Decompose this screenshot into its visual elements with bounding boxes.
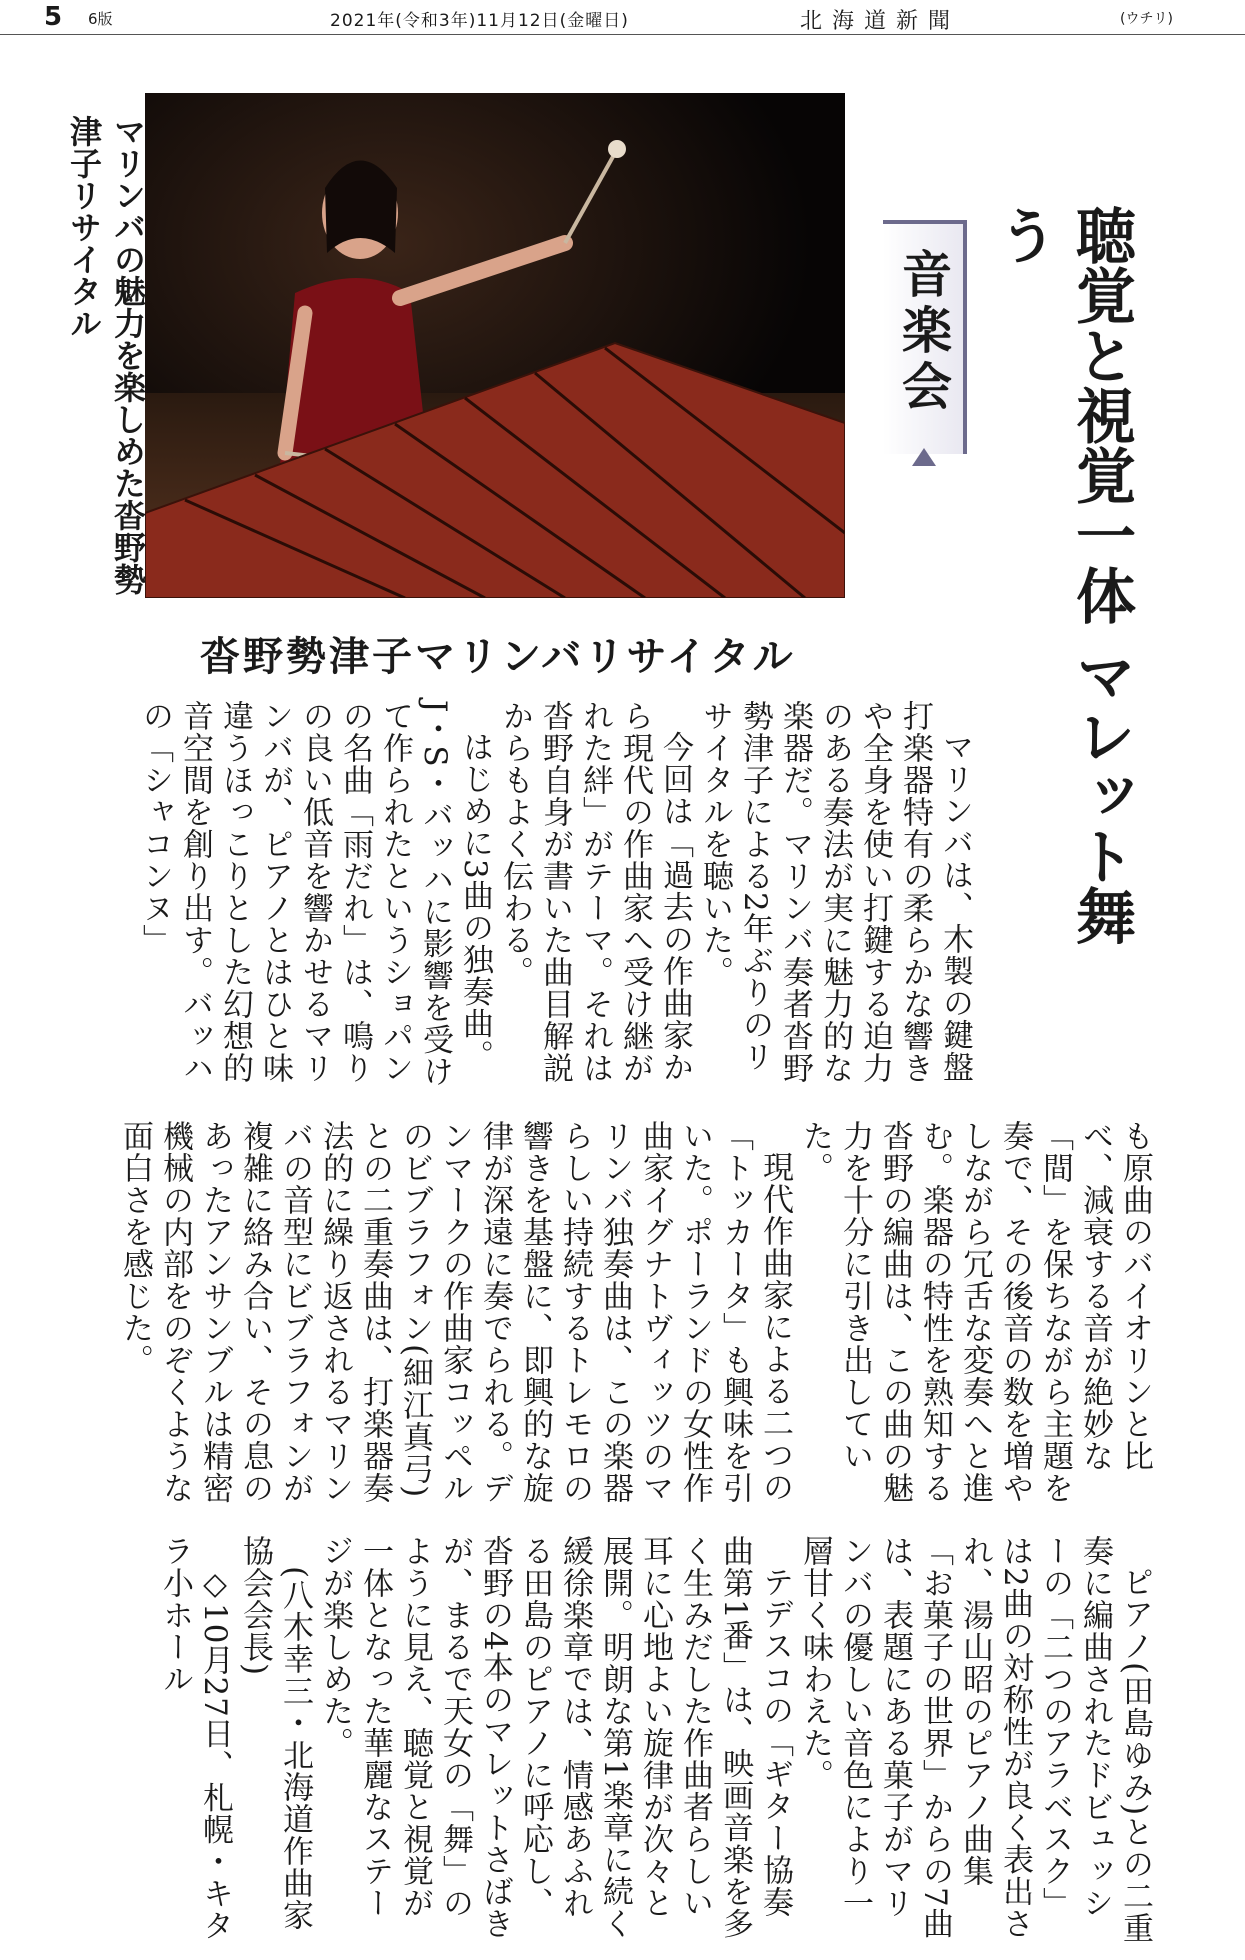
publication-date: 2021年(令和3年)11月12日(金曜日) <box>330 11 629 31</box>
article-body-tier-1 <box>70 700 975 1100</box>
edition-label: 6版 <box>88 10 113 28</box>
author-credit: (八木幸三・北海道作曲家協会会長) <box>237 1535 313 1932</box>
paragraph: マリンバは、木製の鍵盤打楽器特有の柔らかな響きや全身を使い打鍵する迫力のある奏法が実に魅力的な楽器だ。マリンバ奏者沓野勢津子による2年ぶりのリサイタルを聴いた。 <box>697 700 973 1084</box>
paragraph: ピアノ(田島ゆみ)との二重奏に編曲されたドビュッシーの「二つのアラベスク」は2曲の対称性が良く表出され、湯山昭のピアノ曲集「お菓子の世界」からの7曲は、表題にある菓子がマリンバの優しい音色により一層甘く味わえた。 <box>797 1535 1153 1945</box>
marimba-performance-photo <box>145 93 845 598</box>
event-info: ◇10月27日、札幌・キタラ小ホール <box>157 1535 233 1942</box>
paragraph: はじめに3曲の独奏曲。J・S・バッハに影響を受けて作られたというショパンの名曲「雨だれ」は、鳴りの良い低音を響かせるマリンバが、ピアノとはひと味違うほっこりとした幻想的音空間を創り出す。バッハの「シャコンヌ」 <box>137 700 493 1088</box>
section-label: 音楽会 <box>894 248 952 416</box>
article-body-tier-2 <box>70 1120 1155 1520</box>
paragraph: 現代作曲家による二つの「トッカータ」も興味を引いた。ポーランドの女性作曲家イグナトヴィッツのマリンバ独奏曲は、この楽器らしい持続するトレモロの響きを基盤に、即興的な旋律が深遠に奏でられる。デンマークの作曲家コッペルのビブラフォン(細江真弓)との二重奏曲は、打楽器奏法的に繰り返されるマリンバの音型にビブラフォンが複雑に絡み合い、その息のあったアンサンブルは精密機械の内部をのぞくような面白さを感じた。 <box>117 1120 793 1504</box>
article-title: 沓野勢津子マリンバリサイタル <box>200 634 796 680</box>
paragraph: テデスコの「ギター協奏曲第1番」は、映画音楽を多く生みだした作曲者らしい耳に心地よい旋律が次々と展開。明朗な第1楽章に続く緩徐楽章では、情感あふれる田島のピアノに呼応し、沓野の4本のマレットさばきが、まるで天女の「舞」のように見え、聴覚と視覚が一体となった華麗なステージが楽しめた。 <box>317 1535 793 1940</box>
paragraph: 今回は「過去の作曲家から現代の作曲家へ受け継がれた絆」がテーマ。それは沓野自身が書いた曲目解説からもよく伝わる。 <box>497 700 693 1084</box>
photo-caption: マリンバの魅力を楽しめた沓野勢津子リサイタル <box>65 115 147 595</box>
article-body-tier-3 <box>70 1535 1155 1945</box>
article-headline: 聴覚と視覚一体 マレット舞う <box>988 205 1136 946</box>
newspaper-header <box>0 0 1245 35</box>
triangle-marker-icon <box>912 448 936 466</box>
paragraph: も原曲のバイオリンと比べ、減衰する音が絶妙な「間」を保ちながら主題を奏で、その後音の数を増やしながら冗舌な変奏へと進む。楽器の特性を熟知する沓野の編曲は、この曲の魅力を十分に引き出していた。 <box>797 1120 1153 1504</box>
edition-note: (ウチリ) <box>1120 11 1173 27</box>
page-number: 5 <box>44 2 63 32</box>
newspaper-name: 北海道新聞 <box>800 9 961 34</box>
